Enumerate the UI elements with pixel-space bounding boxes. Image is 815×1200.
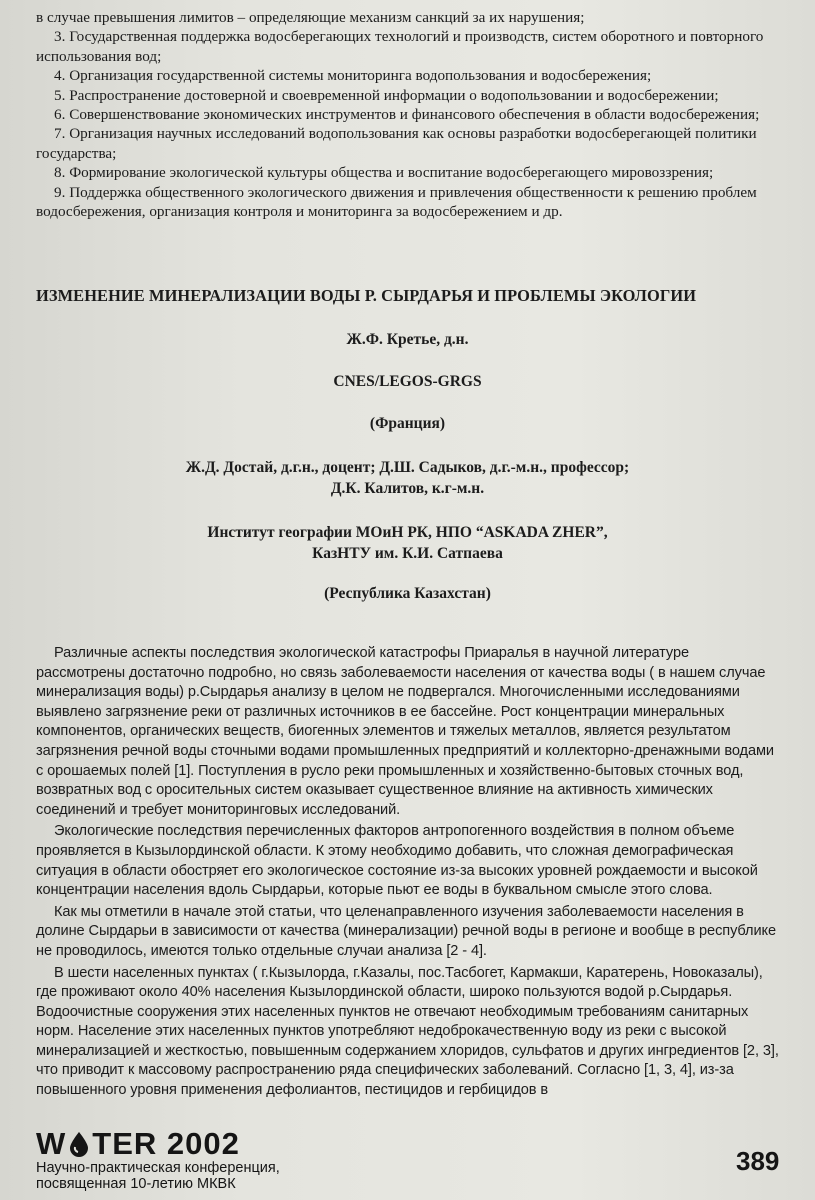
list-item: в случае превышения лимитов – определяющие механизм санкций за их нарушения; <box>36 9 585 26</box>
water-saving-measures-list <box>36 8 781 221</box>
organization-secondary-line1: Институт географии МОиН РК, НПО “ASKADA ZHER”, <box>207 524 608 541</box>
country-secondary: (Республика Казахстан) <box>324 585 491 602</box>
country-primary: (Франция) <box>369 415 446 432</box>
list-item: 9. Поддержка общественного экологического движения и привлечения общественности к решению проблем водосбережения, организация контроля и мониторинга за водосбережением и др. <box>36 183 757 221</box>
authors-secondary-line2: Д.К. Калитов, к.г-м.н. <box>330 480 485 497</box>
water-drop-icon <box>68 1131 90 1157</box>
list-item: 5. Распространение достоверной и своевременной информации о водопользовании и водосбережении; <box>54 86 719 104</box>
page-number: 389 <box>736 1146 780 1176</box>
water-2002-logo <box>36 1128 280 1160</box>
author-primary: Ж.Ф. Кретье, д.н. <box>346 331 469 348</box>
organization-secondary-line2: КазНТУ им. К.И. Сатпаева <box>312 545 503 562</box>
logo-text: TER 2002 <box>92 1126 240 1161</box>
authors-secondary-line1: Ж.Д. Достай, д.г.н., доцент; Д.Ш. Садыков, д.г.-м.н., профессор; <box>185 459 630 476</box>
list-item: 6. Совершенствование экономических инструментов и финансового обеспечения в области водосбережения; <box>54 106 760 124</box>
organization-primary: CNES/LEGOS-GRGS <box>333 373 482 390</box>
conference-name-line1: Научно-практическая конференция, <box>36 1160 280 1176</box>
list-item: 7. Организация научных исследований водопользования как основы разработки водосберегающей политики государства; <box>36 125 757 162</box>
list-item: 8. Формирование экологической культуры общества и воспитание водосберегающего мировоззрения; <box>54 164 714 182</box>
article-body <box>36 644 781 1103</box>
list-item: 3. Государственная поддержка водосберегающих технологий и производств, систем оборотного и повторного использования вод; <box>36 28 764 65</box>
body-paragraph: Как мы отметили в начале этой статьи, что целенаправленного изучения заболеваемости населения в долине Сырдарьи в зависимости от качества (минерализации) речной воды в регионе и вообще в республике не проводилось, имеются только отдельные случаи анализа [2 - 4]. <box>36 903 776 959</box>
conference-name-line2: посвященная 10-летию МКВК <box>36 1176 236 1192</box>
conference-footer <box>36 1128 280 1192</box>
body-paragraph: В шести населенных пунктах ( г.Кызылорда, г.Казалы, пос.Тасбогет, Кармакши, Каратерень, Новоказалы), где проживают около 40% населения Кызылординской области, широко пользуются водой р.Сырдарья. Водоочистные сооружения этих населенных пунктов не отвечают необходимым требованиям санитарных норм. Население этих населенных пунктов употребляют недоброкачественную воду из реки с высокой минерализацией и жесткостью, повышенным содержанием хлоридов, сульфатов и других ингредиентов [2, 3], что приводит к массовому распространению ряда специфических заболеваний. Согласно [1, 3, 4], из-за повышенного уровня применения дефолиантов, пестицидов и гербицидов в <box>36 964 779 1099</box>
list-item: 4. Организация государственной системы мониторинга водопользования и водосбережения; <box>54 67 652 85</box>
body-paragraph: Экологические последствия перечисленных факторов антропогенного воздействия в полном объеме проявляется в Кызылординской области. К этому необходимо добавить, что сложная демографическая ситуация в области обостряет его экологическое состояние из-за высоких уровней рождаемости и высокой концентрации населения вдоль Сырдарьи, которые пьют ее воды в буквальном смысле этого слова. <box>36 823 758 899</box>
body-paragraph: Различные аспекты последствия экологической катастрофы Приаралья в научной литературе рассмотрены достаточно подробно, но связь заболеваемости населения от качества воды ( в нашем случае минерализация воды) р.Сырдарья анализу в целом не подвергался. Многочисленными исследованиями выявлено загрязнение реки от различных источников в ее бассейне. Рост концентрации минеральных компонентов, органических веществ, биогенных элементов и тяжелых металлов, является результатом загрязнения речной воды сточными водами промышленных предприятий и коллекторно-дренажными водами с орошаемых полей [1]. Поступления в русло реки промышленных и хозяйственно-бытовых сточных вод, возвратных вод с оросительных систем оказывает существенное влияние на активность химических соединений и требует мониторинговых исследований. <box>36 645 774 818</box>
article-title: ИЗМЕНЕНИЕ МИНЕРАЛИЗАЦИИ ВОДЫ Р. СЫРДАРЬЯ И ПРОБЛЕМЫ ЭКОЛОГИИ <box>36 286 697 305</box>
logo-letter-w: W <box>36 1126 67 1161</box>
